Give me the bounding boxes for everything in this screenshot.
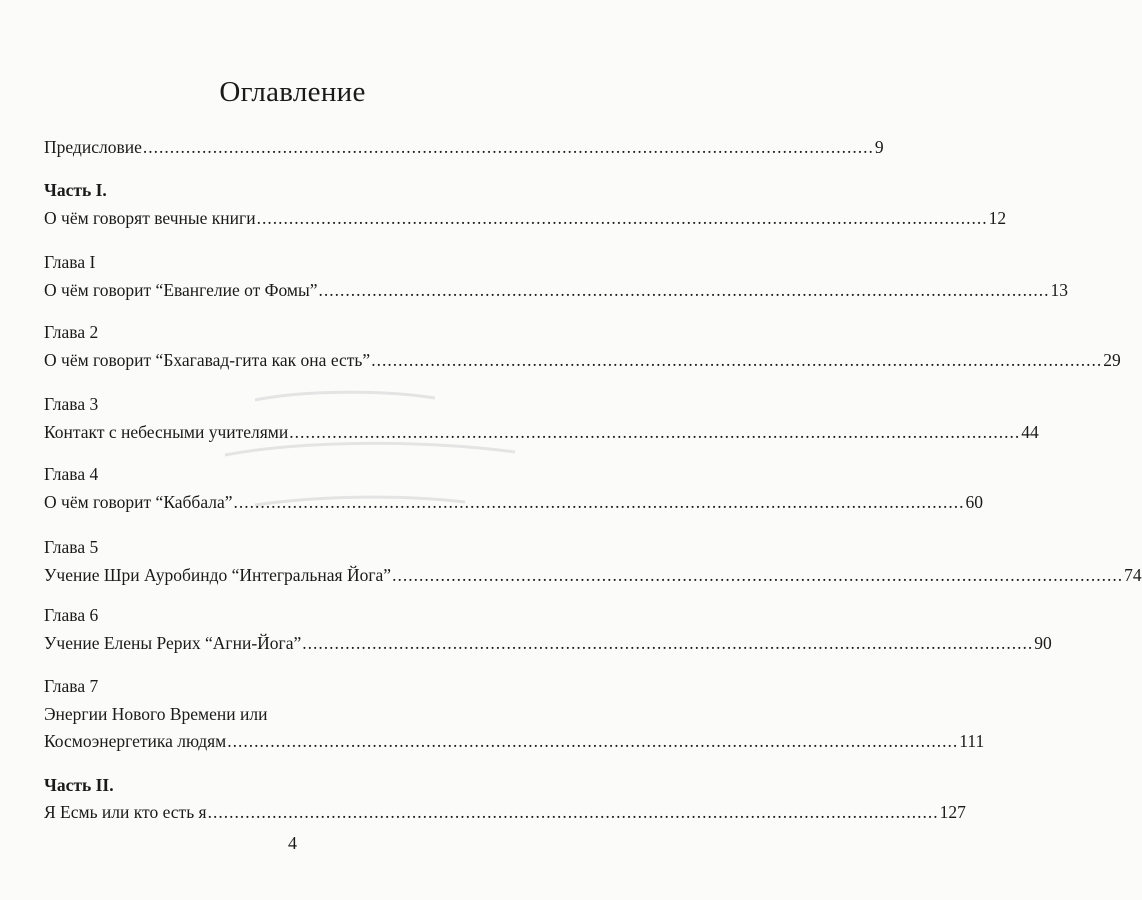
- toc-entry-part1[interactable]: [44, 206, 1007, 230]
- toc-entry-preface[interactable]: [44, 135, 884, 159]
- toc-entry-text: Контакт с небесными учителями: [44, 422, 289, 442]
- toc-leader-dots: ........................................................................................................................................: [302, 633, 1034, 653]
- toc-leader-dots: ........................................................................................................................................: [142, 137, 874, 157]
- toc-entry-chapter-4[interactable]: [44, 490, 984, 514]
- chapter-label: Глава 2: [44, 322, 99, 342]
- toc-entry-chapter-2[interactable]: [44, 348, 1121, 372]
- toc-entry-text: О чём говорит “Бхагавад-гита как она есть”: [44, 350, 371, 370]
- toc-entry-text-line1[interactable]: Энергии Нового Времени или: [44, 704, 268, 724]
- toc-entry-page: 44: [1021, 422, 1039, 442]
- toc-entry-text: О чём говорит “Каббала”: [44, 492, 233, 512]
- chapter-label: Глава 3: [44, 394, 99, 414]
- toc-entry-chapter-1[interactable]: [44, 278, 1069, 302]
- toc-entry-page: 60: [965, 492, 984, 512]
- toc-entry-page: 9: [874, 137, 884, 157]
- page-title: Оглавление: [219, 76, 366, 108]
- toc-entry-text: Я Есмь или кто есть я: [44, 802, 207, 822]
- chapter-label: Глава 4: [44, 464, 99, 484]
- toc-entry-part2[interactable]: [44, 800, 966, 824]
- chapter-label: Глава I: [44, 252, 96, 272]
- part-label: Часть II.: [44, 775, 114, 795]
- toc-entry-page: 13: [1050, 280, 1069, 300]
- chapter-label: Глава 6: [44, 605, 99, 625]
- toc-entry-page: 127: [939, 802, 966, 822]
- toc-leader-dots: ........................................................................................................................................: [289, 422, 1021, 442]
- toc-entry-page: 12: [988, 208, 1007, 228]
- toc-entry-page: 90: [1034, 633, 1052, 653]
- toc-leader-dots: ........................................................................................................................................: [207, 802, 939, 822]
- toc-leader-dots: ........................................................................................................................................: [318, 280, 1050, 300]
- toc-entry-text: О чём говорит “Евангелие от Фомы”: [44, 280, 318, 300]
- toc-entry-text: Космоэнергетика людям: [44, 731, 227, 751]
- toc-entry-chapter-6[interactable]: [44, 631, 1052, 655]
- toc-entry-text: О чём говорят вечные книги: [44, 208, 256, 228]
- toc-entry-page: 29: [1103, 350, 1121, 370]
- toc-leader-dots: ........................................................................................................................................: [256, 208, 988, 228]
- toc-entry-page: 111: [959, 731, 985, 751]
- toc-entry-page: 74: [1124, 565, 1142, 585]
- toc-entry-text: Учение Елены Рерих “Агни-Йога”: [44, 633, 302, 653]
- toc-entry-chapter-3[interactable]: [44, 420, 1039, 444]
- toc-entry-text: Учение Шри Ауробиндо “Интегральная Йога”: [44, 565, 392, 585]
- part-label: Часть I.: [44, 180, 107, 200]
- toc-entry-chapter-5[interactable]: [44, 563, 1142, 587]
- page-number: 4: [288, 833, 297, 853]
- toc-leader-dots: ........................................................................................................................................: [233, 492, 965, 512]
- toc-entry-text: Предисловие: [44, 137, 142, 157]
- toc-leader-dots: ........................................................................................................................................: [371, 350, 1103, 370]
- chapter-label: Глава 7: [44, 676, 99, 696]
- toc-leader-dots: ........................................................................................................................................: [392, 565, 1124, 585]
- toc-entry-chapter-7[interactable]: [44, 729, 985, 753]
- toc-leader-dots: ........................................................................................................................................: [227, 731, 959, 751]
- chapter-label: Глава 5: [44, 537, 99, 557]
